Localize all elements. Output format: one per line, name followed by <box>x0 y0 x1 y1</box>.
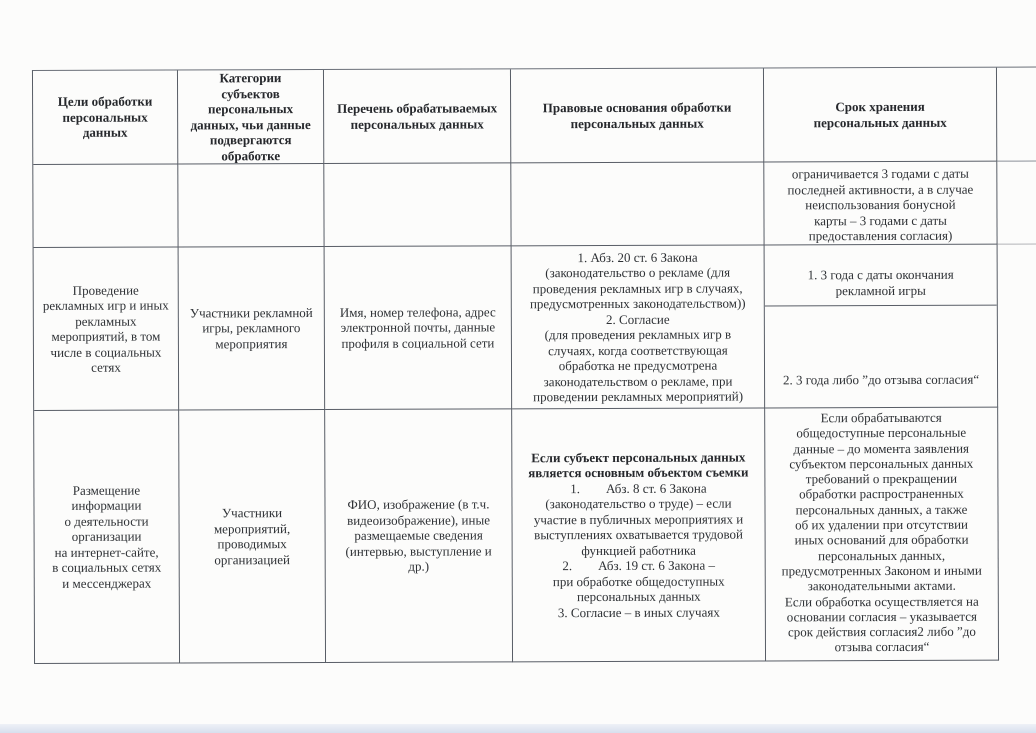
header-cell-data-list: Перечень обрабатываемых персональных данных <box>324 69 511 164</box>
cut-off-column-header <box>997 67 1036 161</box>
cell-promo-purpose: Проведение рекламных игр и иных рекламных мероприятий, в том числе в социальных сетях <box>34 247 180 411</box>
cell-promo-legal-grounds: 1. Абз. 20 ст. 6 Закона (законодательство о рекламе (для проведения рекламных игр в случаях, предусмотренных законодательством)) 2. Согласие (для проведения рекламных игр в случаях, когда соответствующая обработка не предусмотрена законодательством о рекламе, при проведении рекламных мероприятий) <box>512 245 766 409</box>
empty-cell <box>33 164 178 248</box>
personal-data-processing-table <box>32 66 1036 664</box>
cell-promo-retention-item2: 2. 3 года либо ”до отзыва согласия“ <box>782 371 980 388</box>
cell-promo-retention-item1: 1. 3 года с даты окончания рекламной игры <box>765 260 997 306</box>
header-cell-purposes: Цели обработки персональных данных <box>33 70 178 165</box>
cell-publication-retention: Если обрабатываются общедоступные персональные данные – до момента заявления субъектом персональных данных требований о прекращении обработки распространенных персональных данных, а также об их удалении при отсутствии иных оснований для обработки персональных данных, предусмотренных Законом и иными законодательными актами. Если обработка осуществляется на основании согласия – указывается срок действия согласия2 либо ”до отзыва согласия“ <box>765 408 999 662</box>
empty-cell <box>178 164 324 248</box>
cell-promo-retention <box>765 245 999 409</box>
legal-grounds-items: 1. Абз. 8 ст. 6 Закона (законодательство о труде) – если участие в публичных мероприятиях и выступлениях охватывается трудовой функцией работника 2. Абз. 19 ст. 6 Закона – при обработке общедоступных персональных данных 3. Согласие – в иных случаях <box>533 480 744 620</box>
cell-promo-data-list: Имя, номер телефона, адрес электронной почты, данные профиля в социальной сети <box>325 246 513 410</box>
header-cell-retention-period: Срок хранения персональных данных <box>764 68 997 163</box>
cell-publication-subjects: Участники мероприятий, проводимых организацией <box>179 410 326 664</box>
cell-promo-subjects: Участники рекламной игры, рекламного мероприятия <box>179 247 326 411</box>
cut-off-column-cell <box>998 407 1036 660</box>
scanner-edge-strip <box>0 724 1036 733</box>
cut-off-column-cell <box>997 161 1036 244</box>
cell-publication-purpose: Размещение информации о деятельности организации на интернет-сайте, в социальных сетях и мессенджерах <box>34 410 180 664</box>
cut-off-column-cell <box>998 244 1036 407</box>
cell-publication-legal-grounds <box>512 408 766 662</box>
cell-publication-data-list: ФИО, изображение (в т.ч. видеоизображение), иные размещаемые сведения (интервью, выступление и др.) <box>325 409 513 663</box>
header-cell-legal-grounds: Правовые основания обработки персональных данных <box>511 68 764 163</box>
legal-grounds-bold-condition: Если субъект персональных данных является основным объектом съемки <box>528 449 749 481</box>
cell-retention-continuation: ограничивается 3 годами с даты последней активности, а в случае неиспользования бонусной карты – 3 годами с даты предоставления согласия) <box>764 162 997 246</box>
header-cell-subject-categories: Категории субъектов персональных данных, чьи данные подвергаются обработке <box>178 70 324 165</box>
empty-cell <box>511 162 764 246</box>
empty-cell <box>324 163 511 247</box>
